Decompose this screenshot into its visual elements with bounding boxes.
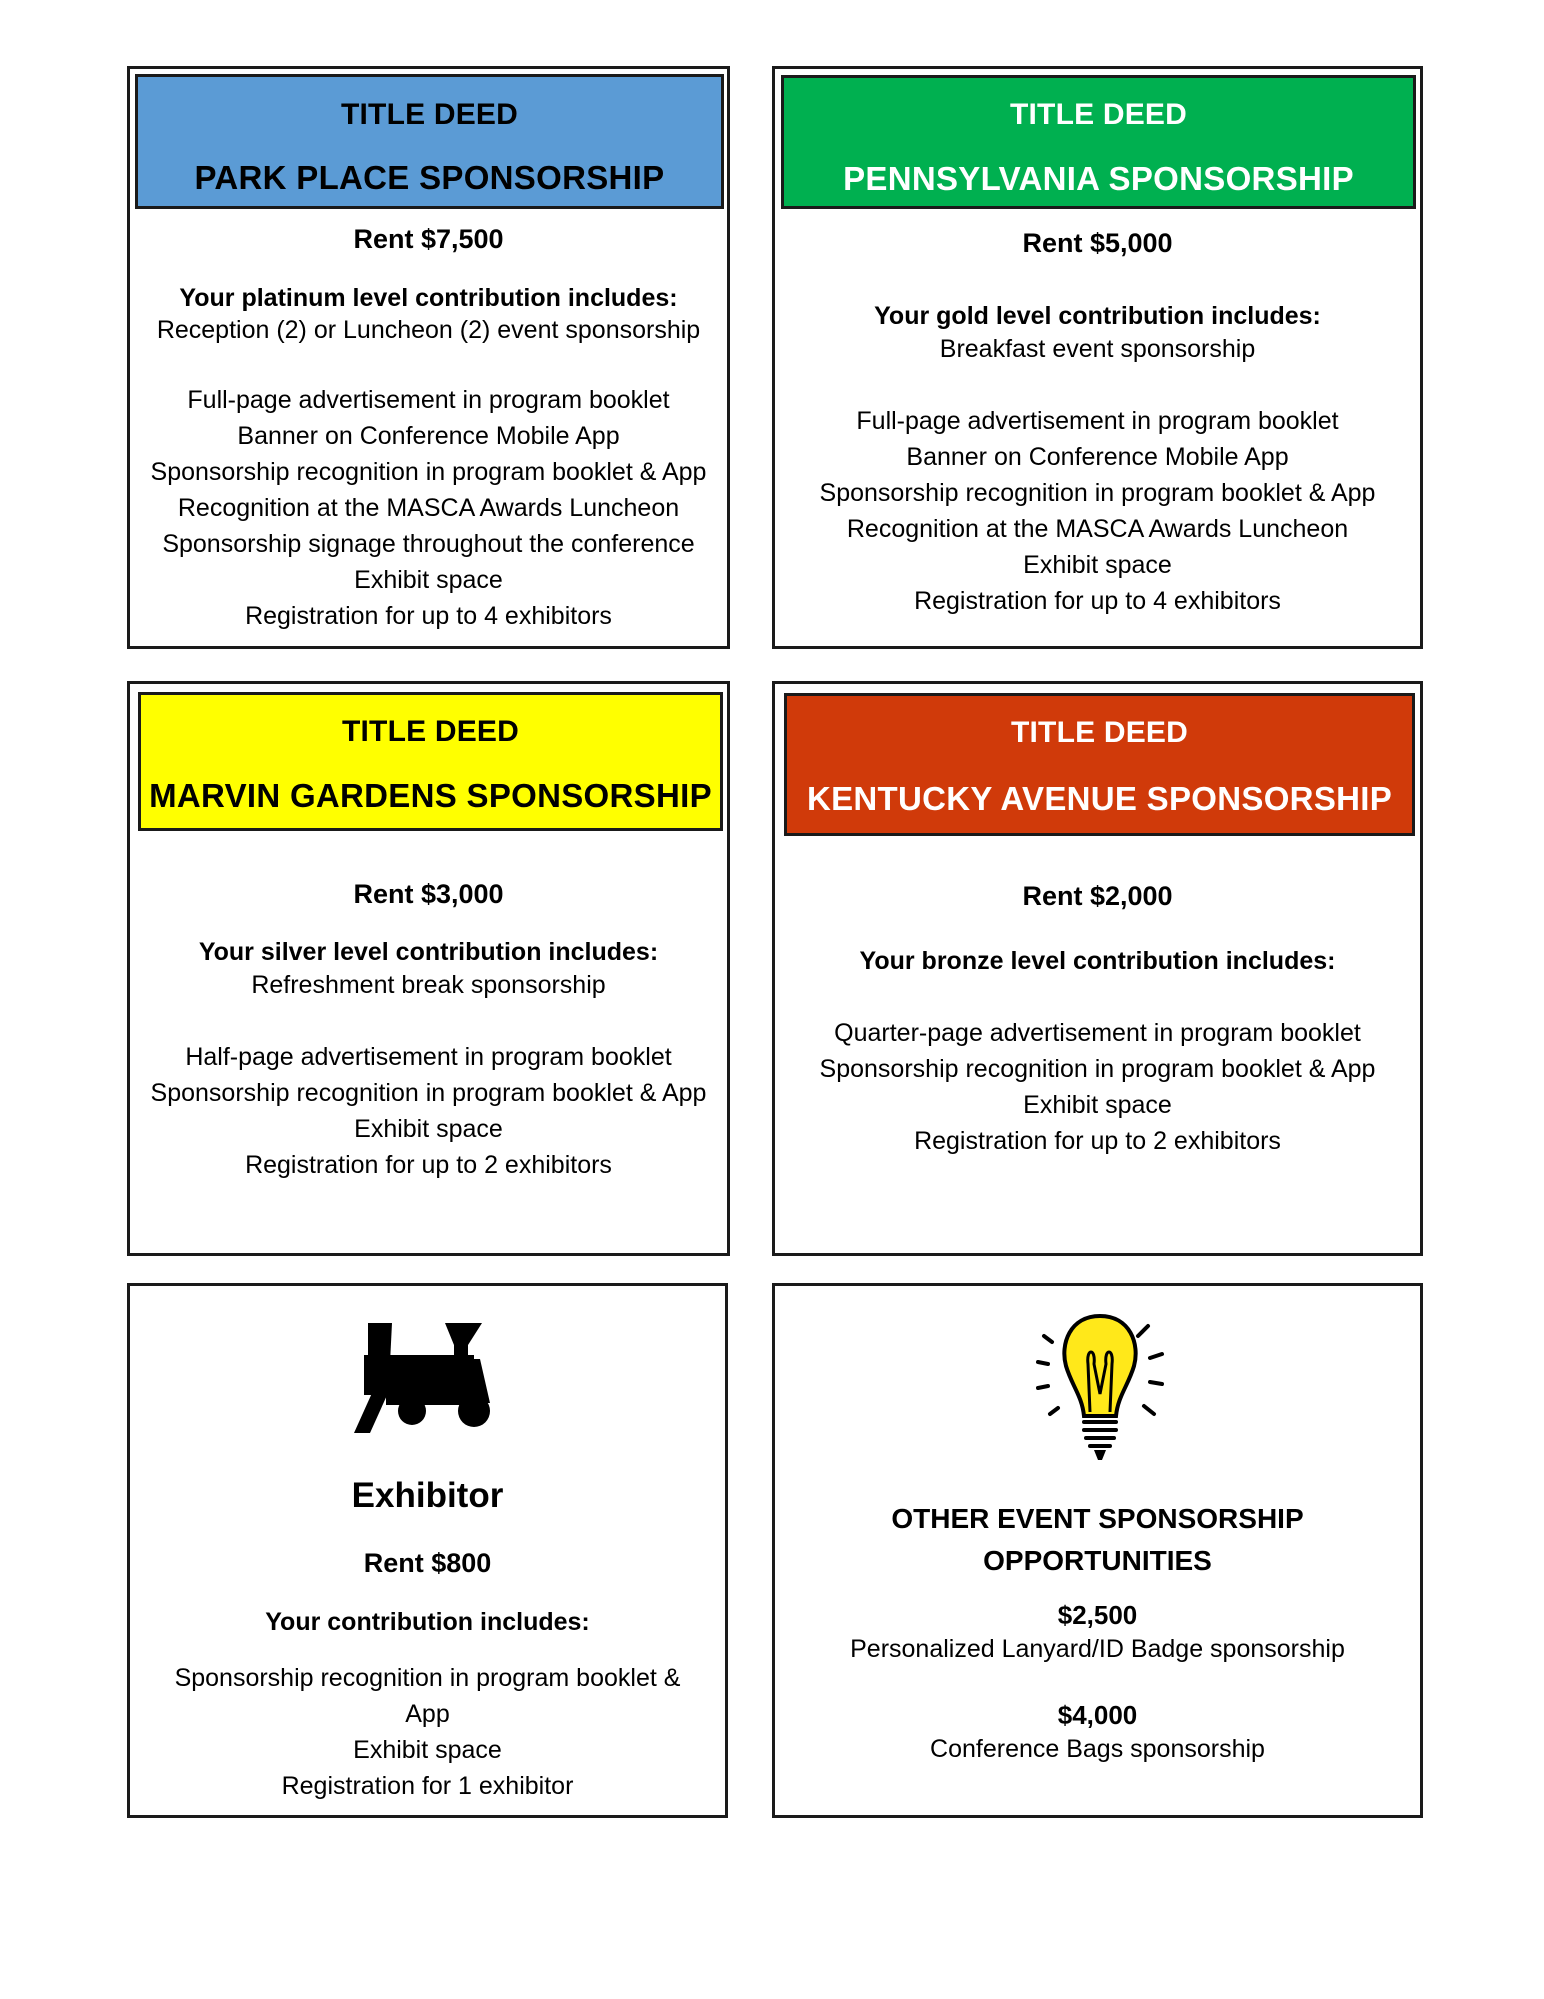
benefit-item: Registration for up to 2 exhibitors [245, 1151, 612, 1179]
marvin-gardens-card [127, 681, 730, 1256]
opportunity-price: $4,000 [1057, 1700, 1138, 1730]
exhibitor-card [127, 1283, 728, 1818]
benefit-item: Full-page advertisement in program booklet [856, 407, 1339, 435]
deed-label: TITLE DEED [1009, 98, 1187, 131]
title-deed-header [784, 693, 1415, 836]
benefit-item: Full-page advertisement in program booklet [187, 386, 670, 414]
benefit-item: Sponsorship recognition in program booklet & [174, 1664, 681, 1692]
benefit-item: Exhibit space [354, 1115, 503, 1143]
event-sponsorship: Refreshment break sponsorship [251, 971, 606, 999]
benefit-item: Sponsorship recognition in program booklet & App [150, 1079, 707, 1107]
benefit-item: Exhibit space [1023, 551, 1172, 579]
train-icon [350, 1315, 510, 1435]
benefit-list [130, 1660, 725, 1804]
pennsylvania-card [772, 66, 1423, 649]
event-sponsorship: Breakfast event sponsorship [939, 335, 1256, 363]
opportunities-title [775, 1498, 1420, 1582]
benefit-item: Half-page advertisement in program booklet [185, 1043, 672, 1071]
benefit-item: Registration for up to 4 exhibitors [245, 602, 612, 630]
rent-price: Rent $7,500 [353, 224, 504, 254]
benefit-list [775, 1015, 1420, 1159]
benefit-item: Recognition at the MASCA Awards Luncheon [846, 515, 1349, 543]
title-line: OPPORTUNITIES [983, 1545, 1212, 1576]
benefit-item: Sponsorship recognition in program booklet & App [819, 479, 1376, 507]
benefit-list [130, 312, 727, 634]
rent-price: Rent $2,000 [1022, 881, 1173, 911]
contribution-intro: Your contribution includes: [265, 1608, 590, 1636]
exhibitor-title: Exhibitor [351, 1476, 504, 1515]
opportunity-label: Conference Bags sponsorship [930, 1735, 1265, 1763]
benefit-item: App [405, 1700, 450, 1728]
benefit-item: Exhibit space [1023, 1091, 1172, 1119]
opportunity-label: Personalized Lanyard/ID Badge sponsorship [850, 1635, 1345, 1663]
opportunity-price: $2,500 [1057, 1600, 1138, 1630]
title-deed-header [135, 74, 724, 209]
benefit-item: Registration for 1 exhibitor [281, 1772, 574, 1800]
benefit-item: Registration for up to 2 exhibitors [914, 1127, 1281, 1155]
sponsorship-name: PARK PLACE SPONSORSHIP [194, 159, 665, 196]
benefit-list [775, 331, 1420, 619]
deed-label: TITLE DEED [341, 715, 519, 748]
contribution-intro: Your gold level contribution includes: [874, 302, 1321, 330]
lightbulb-icon [1030, 1304, 1170, 1474]
rent-price: Rent $800 [363, 1548, 492, 1578]
contribution-intro: Your silver level contribution includes: [198, 938, 659, 966]
contribution-intro: Your bronze level contribution includes: [859, 947, 1336, 975]
benefit-item: Sponsorship recognition in program booklet & App [150, 458, 707, 486]
title-deed-header [781, 75, 1416, 209]
title-deed-header [138, 692, 723, 831]
benefit-item: Sponsorship recognition in program booklet & App [819, 1055, 1376, 1083]
opportunity-item [775, 1698, 1420, 1766]
benefit-item: Quarter-page advertisement in program booklet [834, 1019, 1361, 1047]
title-line: OTHER EVENT SPONSORSHIP [891, 1503, 1304, 1534]
benefit-item: Sponsorship signage throughout the conference [162, 530, 695, 558]
sponsorship-name: KENTUCKY AVENUE SPONSORSHIP [806, 780, 1393, 817]
park-place-card [127, 66, 730, 649]
kentucky-avenue-card [772, 681, 1423, 1256]
benefit-item: Banner on Conference Mobile App [237, 422, 620, 450]
deed-label: TITLE DEED [340, 98, 518, 131]
opportunity-item [775, 1598, 1420, 1666]
rent-price: Rent $3,000 [353, 879, 504, 909]
sponsorship-name: MARVIN GARDENS SPONSORSHIP [149, 777, 712, 814]
event-sponsorship: Reception (2) or Luncheon (2) event sponsorship [156, 316, 701, 344]
deed-label: TITLE DEED [1010, 716, 1188, 749]
contribution-intro: Your platinum level contribution includes: [179, 284, 678, 312]
rent-price: Rent $5,000 [1022, 228, 1173, 258]
benefit-list [130, 967, 727, 1183]
sponsorship-name: PENNSYLVANIA SPONSORSHIP [843, 160, 1354, 197]
benefit-item: Registration for up to 4 exhibitors [914, 587, 1281, 615]
other-opportunities-card [772, 1283, 1423, 1818]
benefit-item: Banner on Conference Mobile App [906, 443, 1289, 471]
benefit-item: Exhibit space [353, 1736, 502, 1764]
benefit-item: Recognition at the MASCA Awards Luncheon [177, 494, 680, 522]
benefit-item: Exhibit space [354, 566, 503, 594]
